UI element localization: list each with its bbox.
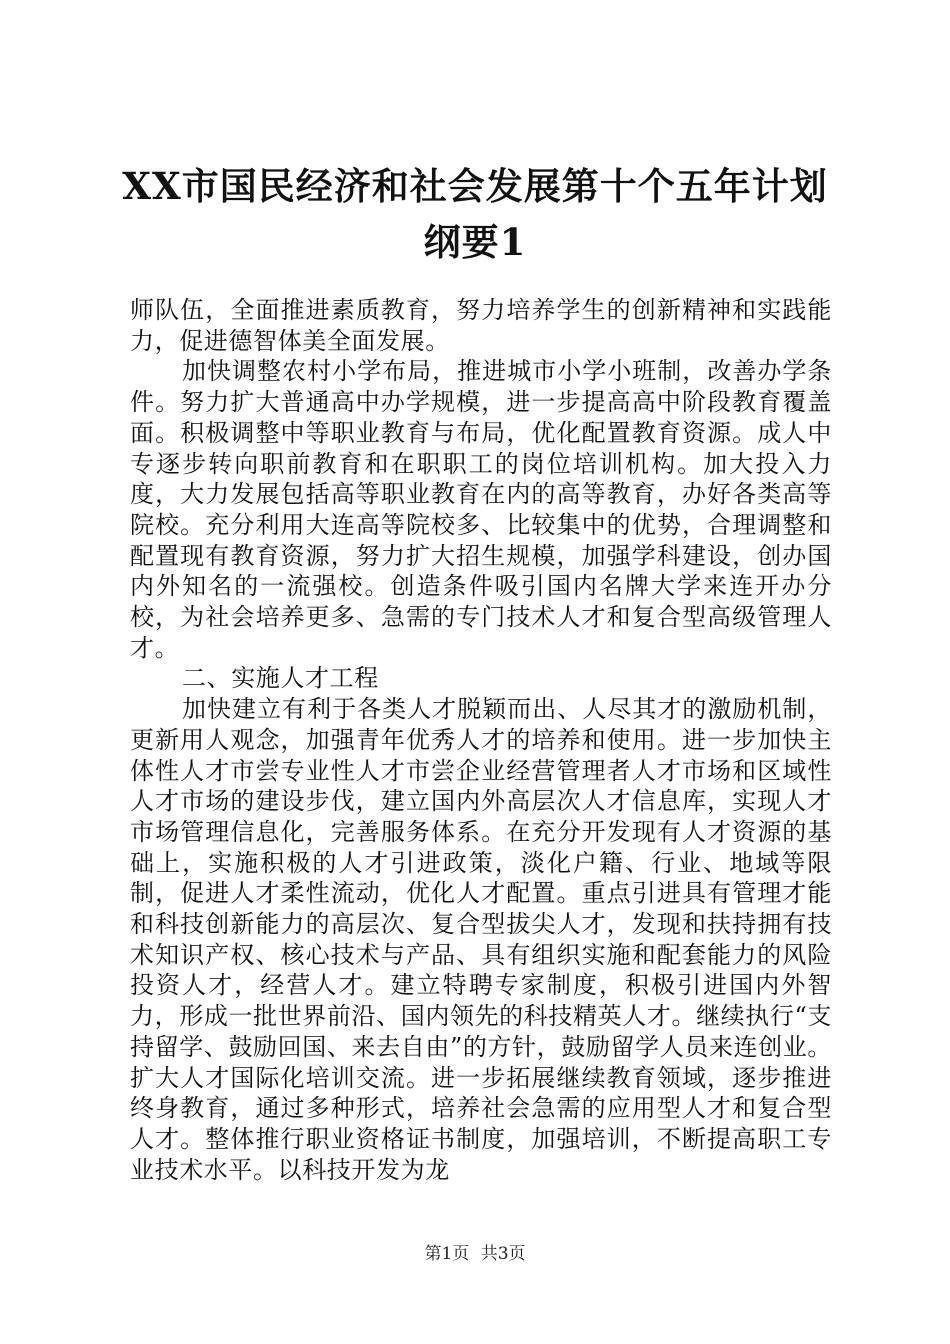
- page-footer: [0, 1243, 950, 1265]
- paragraph: 加快调整农村小学布局，推进城市小学小班制，改善办学条件。努力扩大普通高中办学规模，进一步提高高中阶段教育覆盖面。积极调整中等职业教育与布局，优化配置教育资源。成人中专逐步转向职前教育和在职职工的岗位培训机构。加大投入力度，大力发展包括高等职业教育在内的高等教育，办好各类高等院校。充分利用大连高等院校多、比较集中的优势，合理调整和配置现有教育资源，努力扩大招生规模，加强学科建设，创办国内外知名的一流强校。创造条件吸引国内名牌大学来连开办分校，为社会培养更多、急需的专门技术人才和复合型高级管理人才。: [130, 357, 832, 662]
- paragraph: 师队伍，全面推进素质教育，努力培养学生的创新精神和实践能力，促进德智体美全面发展。: [130, 296, 832, 355]
- document-title: XX市国民经济和社会发展第十个五年计划纲要1: [122, 164, 828, 264]
- paragraph: 加快建立有利于各类人才脱颖而出、人尽其才的激励机制，更新用人观念，加强青年优秀人才的培养和使用。进一步加快主体性人才市尝专业性人才市尝企业经营管理者人才市场和区域性人才市场的建设步伐，建立国内外高层次人才信息库，实现人才市场管理信息化，完善服务体系。在充分开发现有人才资源的基础上，实施积极的人才引进政策，淡化户籍、行业、地域等限制，促进人才柔性流动，优化人才配置。重点引进具有管理才能和科技创新能力的高层次、复合型拔尖人才，发现和扶持拥有技术知识产权、核心技术与产品、具有组织实施和配套能力的风险投资人才，经营人才。建立特聘专家制度，积极引进国内外智力，形成一批世界前沿、国内领先的科技精英人才。继续执行“支持留学、鼓励回国、来去自由”的方针，鼓励留学人员来连创业。扩大人才国际化培训交流。进一步拓展继续教育领域，逐步推进终身教育，通过多种形式，培养社会急需的应用型人才和复合型人才。整体推行职业资格证书制度，加强培训，不断提高职工专业技术水平。以科技开发为龙: [130, 695, 832, 1184]
- section-heading: 二、实施人才工程: [182, 664, 379, 693]
- page-number: 第1页: [424, 1244, 470, 1264]
- document-body: [130, 295, 832, 1185]
- page-total: 共3页: [480, 1244, 526, 1264]
